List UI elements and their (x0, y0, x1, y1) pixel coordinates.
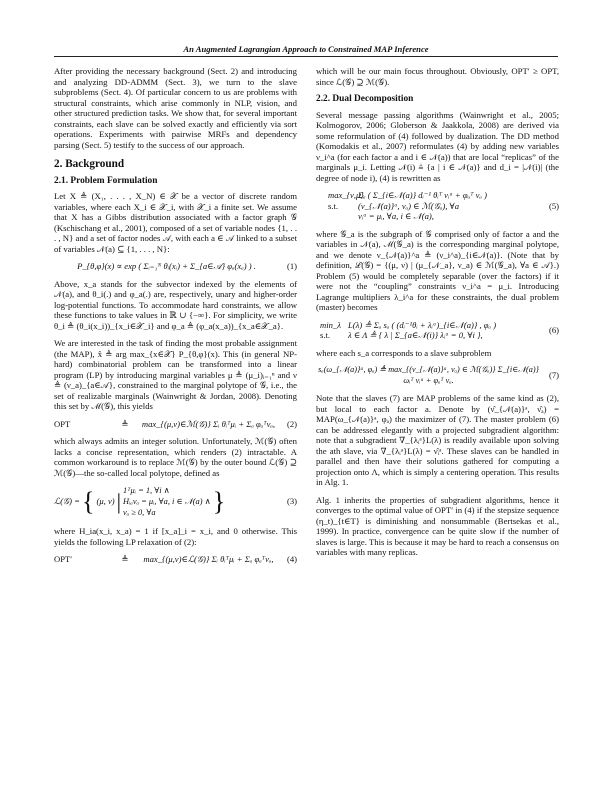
paragraph: Let X ≜ (X₁, . . . , X_N) ∈ 𝒳 be a vector of discrete random variables, where each X_i ∈ 𝒳_i, with 𝒳_i a finite set. We assume that X has a Gibbs distribution associated with a factor graph 𝒢 (Kschischang et al., 2001), composed of a set of variable nodes {1, . . . , N} and a set of factor nodes 𝒜, with each a ∈ 𝒜 linked to a subset of variables 𝒩(a) ⊆ {1, . . . , N}: (54, 191, 297, 254)
equation-2: OPT ≜ max_{(μ,ν)∈ℳ(𝒢)} Σᵢ θᵢᵀμᵢ + Σₐ φₐᵀνₐ, (2) (54, 418, 297, 429)
left-column (54, 66, 297, 572)
paragraph: where 𝒢_a is the subgraph of 𝒢 comprised only of factor a and the variables in 𝒩(a), ℳ(𝒢_a) is the corresponding marginal polytope, and we denote ν_{𝒩(a)}^a ≜ (ν_i^a)_{i∈𝒩(a)}. (Note that by definition, ℒ(𝒢) = {(μ, ν) | (μ_{𝒩_a}, ν_a) ∈ ℳ(𝒢_a), ∀a ∈ 𝒜}.) Problem (5) would be completely separable (over the factors) if it were not the “coupling” constraints ν_i^a = μ_i. Introducing Lagrange multipliers λ_i^a for these constraints, the dual problem (master) becomes (316, 228, 559, 312)
paragraph: where H_ia(x_i, x_a) = 1 if [x_a]_i = x_i, and 0 otherwise. This yields the following LP relaxation of (2): (54, 526, 297, 547)
section-2-2-heading: 2.2. Dual Decomposition (316, 94, 414, 104)
paragraph: We are interested in the task of finding the most probable assignment (the MAP), x̂ ≜ arg max_{x∈𝒳} P_{θ,φ}(x). This (in general NP-hard) combinatorial problem can be transformed into a linear program (LP) by introducing marginal variables μ ≜ (μ_i)ᵢ₌₁ⁿ and ν ≜ (ν_a)_{a∈𝒜}, constrained to the marginal polytope of 𝒢, i.e., the set of realizable marginals (Wainwright & Jordan, 2008). Denoting this set by ℳ(𝒢), this yields (54, 338, 297, 411)
paragraph: Above, x_a stands for the subvector indexed by the elements of 𝒩(a), and θ_i(.) and φ_a(.) are, respectively, unary and higher-order log-potential functions. To accommodate hard constraints, we allow these functions to take values in ℝ ∪ {−∞}. For simplicity, we write θ_i ≜ (θ_i(x_i))_{x_i∈𝒳_i} and φ_a ≜ (φ_a(x_a))_{x_a∈𝒳_a}. (54, 278, 297, 331)
equation-4: OPT′ ≜ max_{(μ,ν)∈ℒ(𝒢)} Σᵢ θᵢᵀμᵢ + Σₐ φₐᵀνₐ, (4) (54, 554, 297, 564)
equation-7: sₐ(ω_{𝒩(a)}ᵃ, φₐ) ≜ max_{(ν_{𝒩(a)}ᵃ, νₐ) ∈ ℳ(𝒢ₐ)} Σ_{i∈𝒩(a)} ωᵢᵀ νᵢᵃ + φₐᵀ νₐ. (7) (318, 365, 559, 385)
paragraph: Several message passing algorithms (Wainwright et al., 2005; Kolmogorov, 2006; Globerson & Jaakkola, 2008) are derived via some reformulation of (4) followed by dualization. The DD method (Komodakis et al., 2007) reformulates (4) by adding new variables ν_i^a (for each factor a and i ∈ 𝒩(a)) that are local “replicas” of the marginals μ_i. Letting 𝒩(i) ≜ {a | i ∈ 𝒩(a)} and d_i = |𝒩(i)| (the degree of node i), (4) is rewritten as (316, 109, 559, 183)
section-2-heading: 2. Background (54, 158, 125, 170)
section-2-1-heading: 2.1. Problem Formulation (54, 175, 158, 186)
intro-paragraph: After providing the necessary background (Sect. 2) and introducing and analyzing DD-ADMM (Sect. 3), we turn to the slave subproblems (Sect. 4). Of particular concern to us are problems with structural constraints, which arise commonly in NLP, vision, and other structured prediction tasks. We show that, for several important constraints, each slave can be solved exactly and efficiently via sort operations. Experiments with pairwise MRFs and dependency parsing (Sect. 5) testify to the success of our approach. (54, 66, 297, 150)
paragraph: which will be our main focus throughout. Obviously, OPT′ ≥ OPT, since ℒ(𝒢) ⊇ ℳ(𝒢). (316, 66, 559, 87)
paragraph: which always admits an integer solution. Unfortunately, ℳ(𝒢) often lacks a concise representation, which renders (2) intractable. A common workaround is to replace ℳ(𝒢) by the outer bound ℒ(𝒢) ⊇ ℳ(𝒢)—the so-called local polytope, defined as (54, 436, 297, 478)
equation-5: max_{ν,μ} Σₐ ( Σ_{i∈𝒩(a)} dᵢ⁻¹ θᵢᵀ νᵢᵃ + φₐᵀ νₐ ) s.t. (ν_{𝒩(a)}ᵃ, νₐ) ∈ ℳ(𝒢ₐ), ∀a νᵢᵃ = μᵢ, ∀a, i ∈ 𝒩(a), (5) (328, 190, 559, 221)
paragraph: where each s_a corresponds to a slave subproblem (316, 347, 492, 358)
paragraph: Note that the slaves (7) are MAP problems of the same kind as (2), but local to each factor a. Denote by (ν̂_{𝒩(a)}ᵃ, ν̂ₐ) = MAP(ω_{𝒩(a)}ᵃ, φₐ) the maximizer of (7). The master problem (6) can be addressed elegantly with a projected subgradient algorithm: note that a subgradient ∇_{λᵢᵃ}L(λ) is readily available upon solving the ath slave, via ∇_{λᵢᵃ}L(λ) = ν̂ᵢᵃ. These slaves can be handled in parallel and then have their solutions gathered for computing a projection onto Λ, which is simply a centering operation. This results in Alg. 1. (316, 393, 559, 487)
equation-1: P_{θ,φ}(x) ∝ exp ( Σᵢ₌₁ᴺ θᵢ(xᵢ) + Σ_{a∈𝒜} φₐ(xₐ) ) . (1) (77, 261, 297, 271)
equation-6: min_λ L(λ) ≜ Σₐ sₐ ( (dᵢ⁻¹θᵢ + λᵢᵃ)_{i∈𝒩(a)} , φₐ ) s.t. λ ∈ Λ ≜ { λ | Σ_{a∈𝒩(i)} λᵢᵃ = 0, ∀i }, (6) (320, 319, 559, 340)
right-column (316, 66, 559, 565)
paragraph: Alg. 1 inherits the properties of subgradient algorithms, hence it converges to the optimal value of OPT′ in (4) if the stepsize sequence (η_t)_{t∈T} is diminishing and nonsummable (Bertsekas et al., 1999). In practice, convergence can be quite slow if the number of slaves is large. This is because it may be hard to reach a consensus on variables with many replicas. (316, 494, 559, 557)
running-head: An Augmented Lagrangian Approach to Constrained MAP Inference (54, 44, 558, 57)
equation-3: ℒ(𝒢) = { (μ, ν) | 1ᵀμᵢ = 1, ∀i ∧ Hᵢₐνₐ = μᵢ, ∀a, i ∈ 𝒩(a) ∧ νₐ ≥ 0, ∀a } (3) (54, 486, 297, 517)
